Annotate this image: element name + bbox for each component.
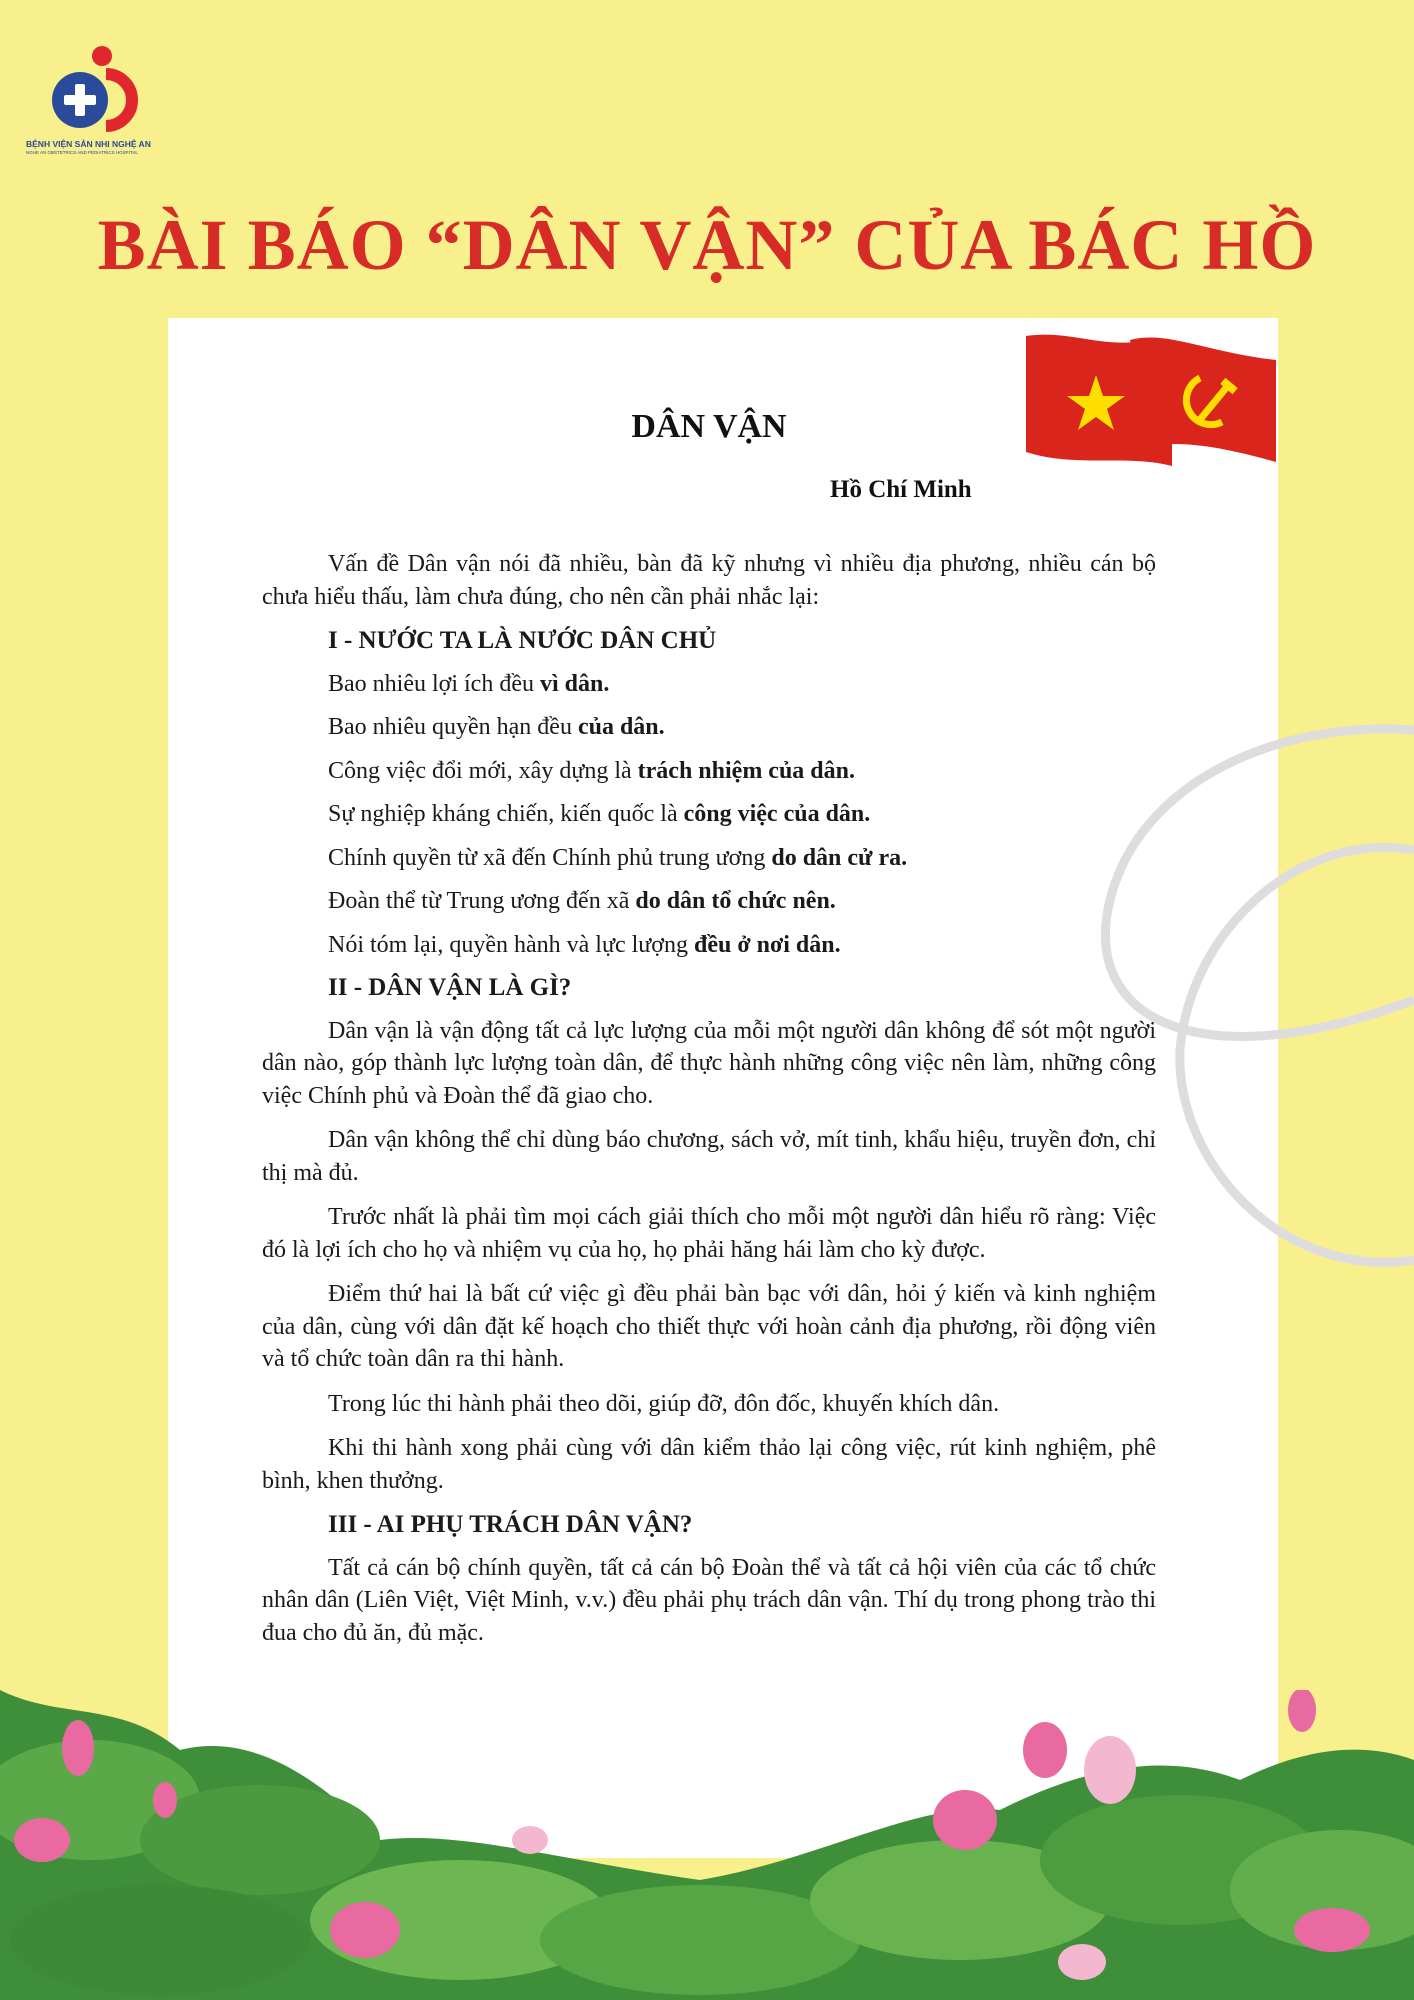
list-item: Đoàn thể từ Trung ương đến xã do dân tổ chức nên. bbox=[328, 888, 836, 914]
section-heading-2: II - DÂN VẬN LÀ GÌ? bbox=[328, 974, 572, 1001]
intro-paragraph: Vấn đề Dân vận nói đã nhiều, bàn đã kỹ nhưng vì nhiều địa phương, nhiều cán bộ chưa hiểu thấu, làm chưa đúng, cho nên cần phải nhắc lại: bbox=[262, 551, 1156, 610]
paragraph: Tất cả cán bộ chính quyền, tất cả cán bộ Đoàn thể và tất cả hội viên của các tổ chức nhân dân (Liên Việt, Việt Minh, v.v.) đều phải phụ trách dân vận. Thí dụ trong phong trào thi đua cho đủ ăn, đủ mặc. bbox=[262, 1554, 1156, 1646]
paragraph: Trước nhất là phải tìm mọi cách giải thích cho mỗi một người dân hiểu rõ ràng: Việc đó là lợi ích cho họ và nhiệm vụ của họ, họ phải hăng hái làm cho kỳ được. bbox=[262, 1204, 1156, 1263]
paragraph: Dân vận không thể chỉ dùng báo chương, sách vở, mít tinh, khẩu hiệu, truyền đơn, chỉ thị mà đủ. bbox=[262, 1127, 1156, 1186]
hospital-logo bbox=[26, 44, 171, 164]
paragraph: Khi thi hành xong phải cùng với dân kiểm thảo lại công việc, rút kinh nghiệm, phê bình, khen thưởng. bbox=[262, 1435, 1156, 1494]
paragraph: Điểm thứ hai là bất cứ việc gì đều phải bàn bạc với dân, hỏi ý kiến và kinh nghiệm của dân, cùng với dân đặt kế hoạch cho thiết thực với hoàn cảnh địa phương, rồi động viên và tổ chức toàn dân ra thi hành. bbox=[262, 1281, 1156, 1372]
list-item: Bao nhiêu quyền hạn đều của dân. bbox=[328, 714, 665, 740]
document-author: Hồ Chí Minh bbox=[830, 476, 972, 503]
logo-subtitle: NGHE AN OBSTETRICS AND PEDIATRICS HOSPITAL bbox=[26, 150, 138, 155]
list-item: Bao nhiêu lợi ích đều vì dân. bbox=[328, 670, 610, 697]
paragraph: Dân vận là vận động tất cả lực lượng của mỗi một người dân không để sót một người dân nào, góp thành lực lượng toàn dân, để thực hành những công việc nên làm, những công việc Chính phủ và Đoàn thể đã giao cho. bbox=[262, 1017, 1156, 1109]
list-item: Công việc đổi mới, xây dựng là trách nhiệm của dân. bbox=[328, 757, 856, 784]
flags-icon bbox=[1026, 330, 1276, 470]
document-body bbox=[262, 548, 1156, 1661]
document-title: DÂN VẬN bbox=[631, 408, 787, 445]
logo-mark-icon bbox=[44, 44, 154, 134]
logo-name: BỆNH VIỆN SẢN NHI NGHỆ AN bbox=[26, 139, 151, 149]
section-heading-3: III - AI PHỤ TRÁCH DÂN VẬN? bbox=[328, 1511, 693, 1538]
list-item: Nói tóm lại, quyền hành và lực lượng đều ở nơi dân. bbox=[328, 931, 841, 958]
list-item: Chính quyền từ xã đến Chính phủ trung ương do dân cử ra. bbox=[328, 844, 908, 871]
lotus-decoration-icon bbox=[0, 1690, 1414, 2000]
page-title: BÀI BÁO “DÂN VẬN” CỦA BÁC HỒ bbox=[97, 205, 1317, 285]
section-heading-1: I - NƯỚC TA LÀ NƯỚC DÂN CHỦ bbox=[328, 627, 717, 654]
paragraph: Trong lúc thi hành phải theo dõi, giúp đỡ, đôn đốc, khuyến khích dân. bbox=[328, 1390, 1000, 1417]
list-item: Sự nghiệp kháng chiến, kiến quốc là công việc của dân. bbox=[328, 801, 871, 827]
